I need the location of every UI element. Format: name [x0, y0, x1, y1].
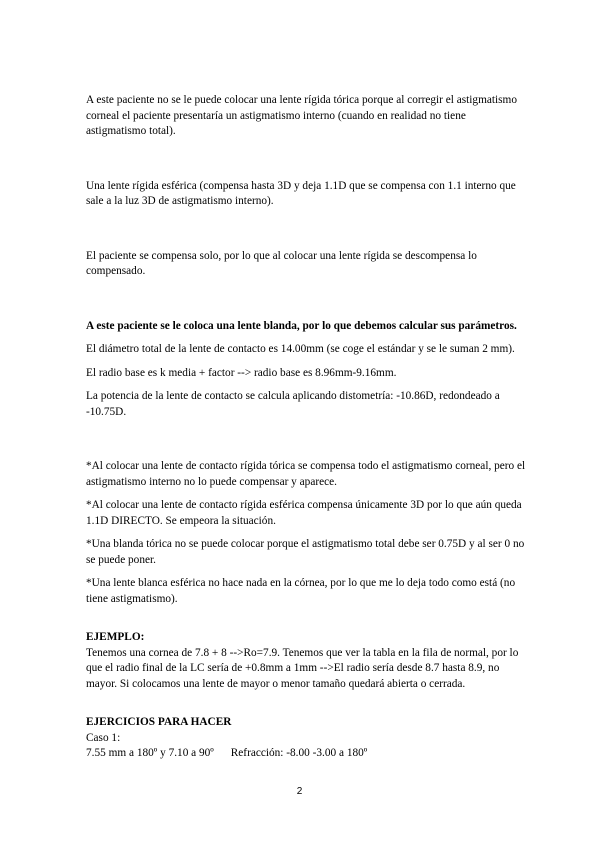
ejemplo-heading: EJEMPLO: [86, 631, 145, 643]
note-rigid-spherical: *Al colocar una lente de contacto rígida esférica compensa únicamente 3D por lo que aún queda 1.1D DIRECTO. Se empeora la situación. [86, 499, 522, 527]
note-soft-toric: *Una blanda tórica no se puede colocar porque el astigmatismo total debe ser 0.75D y al ser 0 no se puede poner. [86, 538, 525, 566]
paragraph-self-compensated: El paciente se compensa solo, por lo que al colocar una lente rígida se descompensa lo compensado. [86, 249, 477, 277]
note-soft-spherical: *Una lente blanca esférica no hace nada en la córnea, por lo que me lo deja todo como está (no tiene astigmatismo). [86, 577, 516, 605]
ejercicios-heading: EJERCICIOS PARA HACER [86, 716, 232, 728]
paragraph-base-radius: El radio base es k media + factor --> radio base es 8.96mm-9.16mm. [86, 366, 397, 379]
paragraph-soft-lens-heading: A este paciente se le coloca una lente blanda, por lo que debemos calcular sus parámetros. [86, 319, 517, 332]
document-page [86, 93, 526, 762]
paragraph-rigid-toric: A este paciente no se le puede colocar una lente rígida tórica porque al corregir el astigmatismo corneal el paciente presentaría un astigmatismo interno (cuando en realidad no tiene astigmatismo total). [86, 94, 517, 137]
caso-label: Caso 1: [86, 731, 121, 744]
ejemplo-text: Tenemos una cornea de 7.8 + 8 -->Ro=7.9. Tenemos que ver la tabla en la fila de normal, por lo que el radio final de la LC sería de +0.8mm a 1mm -->El radio sería desde 8.7 hasta 8.9, no mayor. Si colocamos una lente de mayor o menor tamaño quedará abierta o cerrada. [86, 646, 519, 690]
page-number: 2 [296, 786, 303, 797]
paragraph-total-diameter: El diámetro total de la lente de contacto es 14.00mm (se coge el estándar y se le suman 2 mm). [86, 343, 515, 355]
caso-values: 7.55 mm a 180º y 7.10 a 90º Refracción: -8.00 -3.00 a 180º [86, 747, 368, 759]
paragraph-rigid-spherical: Una lente rígida esférica (compensa hasta 3D y deja 1.1D que se compensa con 1.1 interno que sale a la luz 3D de astigmatismo interno). [86, 179, 516, 207]
note-rigid-toric: *Al colocar una lente de contacto rígida tórica se compensa todo el astigmatismo corneal, pero el astigmatismo interno no lo puede compensar y aparece. [86, 460, 526, 488]
paragraph-lens-power: La potencia de la lente de contacto se calcula aplicando distometría: -10.86D, redondeado a -10.75D. [86, 390, 500, 418]
